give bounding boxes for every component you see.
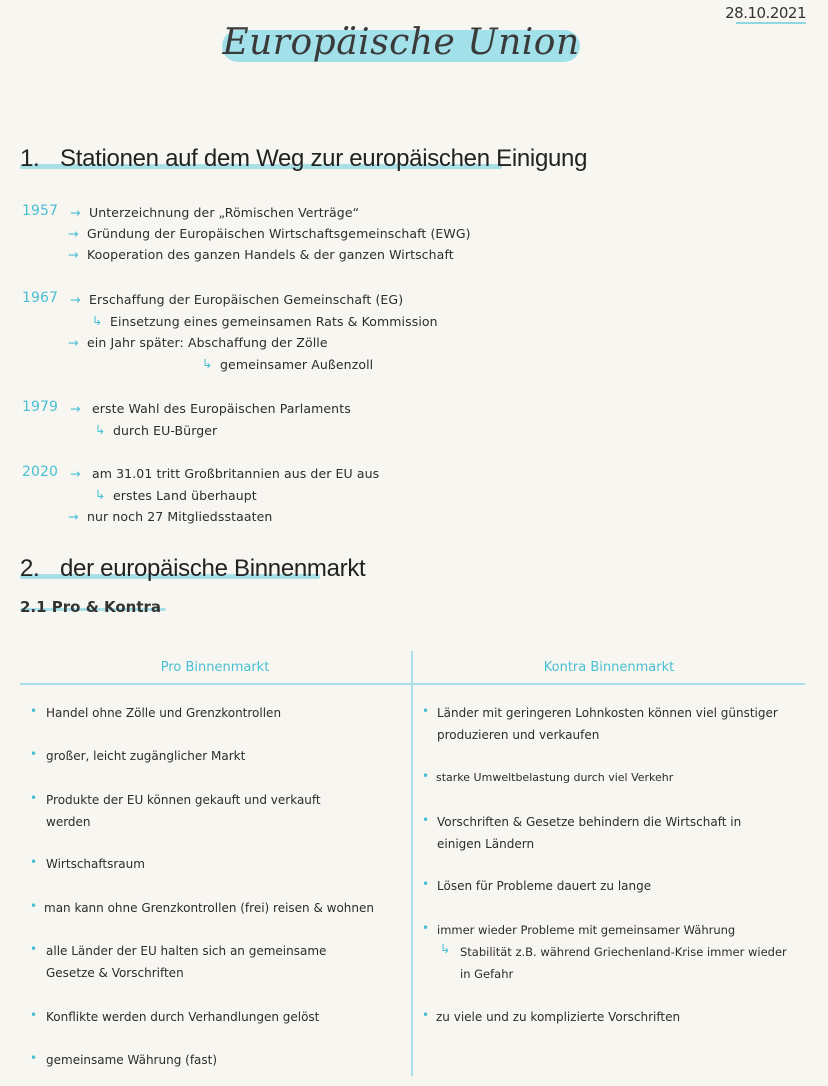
contra-item: starke Umweltbelastung durch viel Verkehr — [436, 771, 674, 784]
bullet-icon: • — [422, 813, 430, 827]
bullet-icon: • — [422, 1008, 430, 1022]
pro-item: man kann ohne Grenzkontrollen (frei) reisen & wohnen — [44, 901, 374, 915]
contra-item: Länder mit geringeren Lohnkosten können viel günstiger — [437, 706, 778, 720]
date-underline — [736, 22, 806, 24]
bullet-icon: • — [30, 1008, 38, 1022]
arrow-icon: → — [68, 335, 79, 350]
section2-heading: der europäische Binnenmarkt — [60, 555, 366, 582]
bullet-icon: • — [30, 747, 38, 761]
arrow-icon: → — [68, 247, 79, 262]
section1-heading: Stationen auf dem Weg zur europäischen Einigung — [60, 145, 588, 172]
year-1957: 1957 — [22, 203, 59, 219]
bullet-icon: • — [422, 704, 430, 718]
event-line: Gründung der Europäischen Wirtschaftsgemeinschaft (EWG) — [87, 226, 471, 241]
pro-column-header: Pro Binnenmarkt — [160, 660, 270, 675]
bullet-icon: • — [30, 899, 38, 913]
bullet-icon: • — [30, 855, 38, 869]
contra-item: immer wieder Probleme mit gemeinsamer Währung — [437, 923, 736, 937]
event-line: Einsetzung eines gemeinsamen Rats & Kommission — [110, 314, 438, 329]
contra-item-continued: Stabilität z.B. während Griechenland-Krise immer wieder — [460, 945, 787, 959]
pro-item: Produkte der EU können gekauft und verkauft — [46, 793, 321, 807]
event-line: Unterzeichnung der „Römischen Verträge“ — [89, 205, 360, 220]
event-line: erstes Land überhaupt — [113, 488, 257, 503]
bullet-icon: • — [422, 769, 430, 783]
subsection-heading: 2.1 Pro & Kontra — [20, 598, 162, 616]
arrow-icon: → — [70, 292, 81, 307]
event-line: nur noch 27 Mitgliedsstaaten — [87, 509, 273, 524]
contra-item: zu viele und zu komplizierte Vorschriften — [436, 1010, 681, 1024]
bullet-icon: • — [30, 942, 38, 956]
section1-number: 1. — [20, 145, 40, 172]
pro-item: Wirtschaftsraum — [46, 857, 145, 871]
pro-item: Handel ohne Zölle und Grenzkontrollen — [46, 706, 282, 720]
arrow-icon: → — [68, 226, 79, 241]
hook-arrow-icon: ↳ — [202, 356, 213, 371]
pro-item: gemeinsame Währung (fast) — [46, 1053, 218, 1067]
contra-item-continued: produzieren und verkaufen — [437, 728, 600, 742]
bullet-icon: • — [30, 791, 38, 805]
bullet-icon: • — [30, 704, 38, 718]
bullet-icon: • — [422, 877, 430, 891]
event-line: Kooperation des ganzen Handels & der ganzen Wirtschaft — [87, 247, 454, 262]
pro-item: großer, leicht zugänglicher Markt — [46, 749, 246, 763]
contra-item-continued: in Gefahr — [460, 967, 514, 981]
hook-arrow-icon: ↳ — [92, 313, 103, 328]
event-line: durch EU-Bürger — [113, 423, 218, 438]
arrow-icon: → — [68, 509, 79, 524]
event-line: ein Jahr später: Abschaffung der Zölle — [87, 335, 328, 350]
hook-arrow-icon: ↳ — [95, 422, 106, 437]
pro-item: alle Länder der EU halten sich an gemeinsame — [46, 944, 327, 958]
pro-item-continued: werden — [46, 815, 91, 829]
event-line: gemeinsamer Außenzoll — [220, 357, 374, 372]
event-line: erste Wahl des Europäischen Parlaments — [92, 401, 351, 416]
event-line: am 31.01 tritt Großbritannien aus der EU aus — [92, 466, 380, 481]
page-title: Europäische Union — [222, 22, 580, 63]
contra-column-header: Kontra Binnenmarkt — [543, 660, 675, 675]
arrow-icon: → — [70, 466, 81, 481]
bullet-icon: • — [422, 921, 430, 935]
table-header-divider — [20, 683, 805, 685]
arrow-icon: → — [70, 205, 81, 220]
pro-item: Konflikte werden durch Verhandlungen gelöst — [46, 1010, 320, 1024]
contra-item-continued: einigen Ländern — [437, 837, 535, 851]
date: 28.10.2021 — [725, 4, 806, 22]
event-line: Erschaffung der Europäischen Gemeinschaft (EG) — [89, 292, 404, 307]
section2-number: 2. — [20, 555, 40, 582]
arrow-icon: → — [70, 401, 81, 416]
bullet-icon: • — [30, 1051, 38, 1065]
table-column-divider — [411, 651, 413, 1076]
year-1979: 1979 — [22, 399, 59, 415]
year-2020: 2020 — [22, 464, 59, 480]
contra-item: Lösen für Probleme dauert zu lange — [437, 879, 652, 893]
hook-arrow-icon: ↳ — [440, 941, 451, 956]
pro-item-continued: Gesetze & Vorschriften — [46, 966, 184, 980]
hook-arrow-icon: ↳ — [95, 487, 106, 502]
year-1967: 1967 — [22, 290, 59, 306]
contra-item: Vorschriften & Gesetze behindern die Wirtschaft in — [437, 815, 742, 829]
